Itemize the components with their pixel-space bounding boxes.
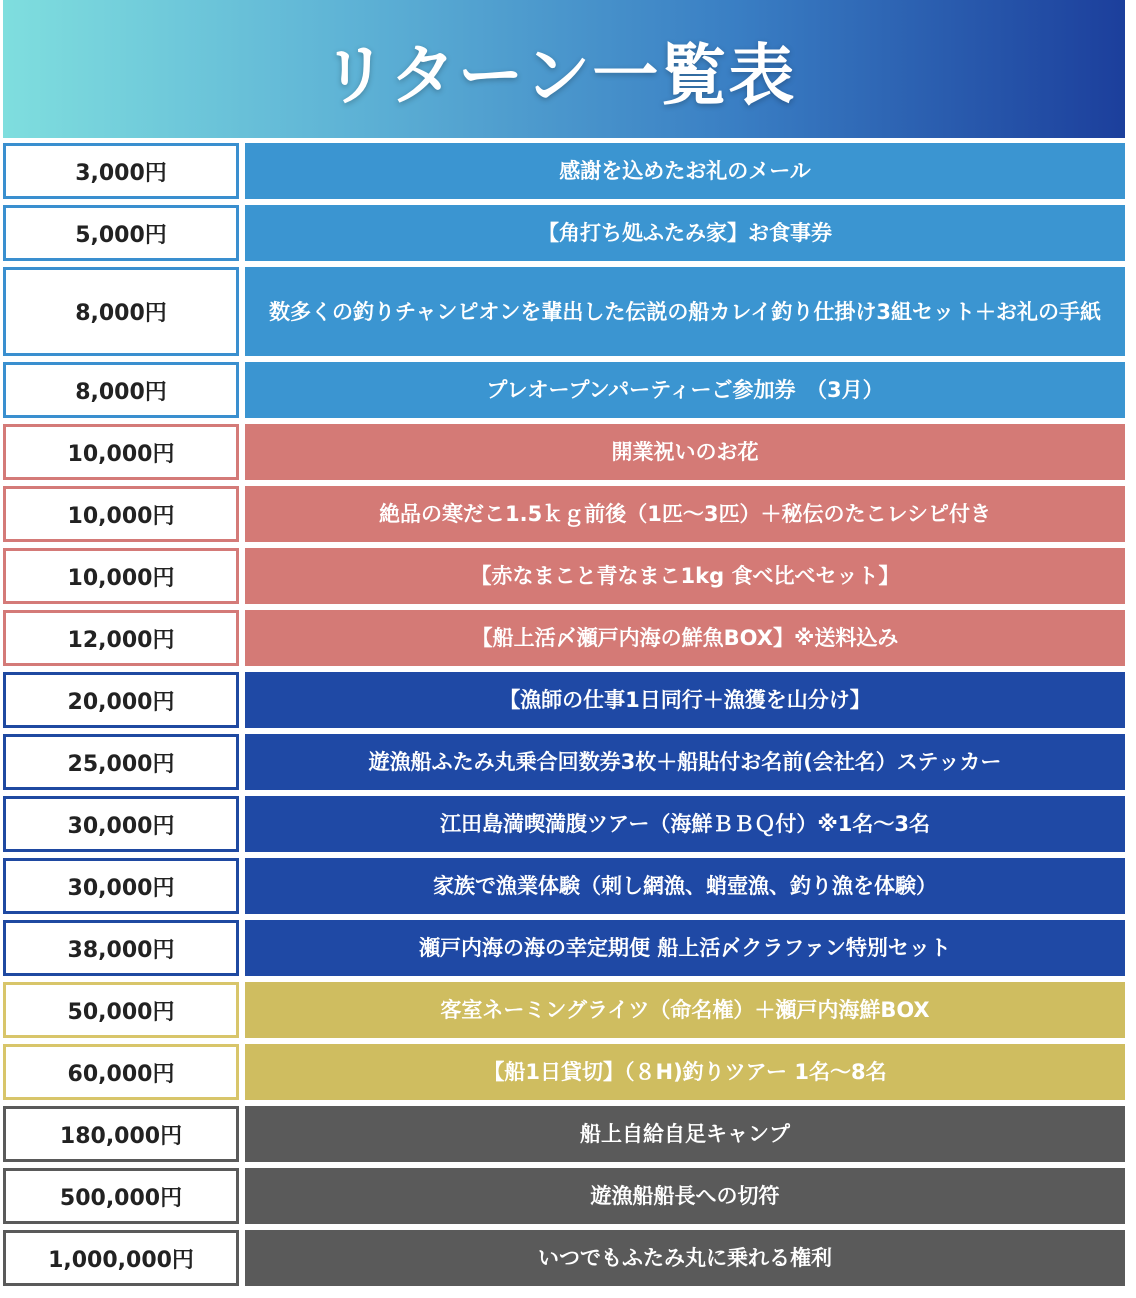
description-cell: 遊漁船ふたみ丸乗合回数券3枚＋船貼付お名前(会社名）ステッカー: [245, 734, 1125, 790]
table-row: [3, 205, 1125, 261]
table-row: [3, 424, 1125, 480]
table-row: [3, 796, 1125, 852]
description-cell: 【船上活〆瀬戸内海の鮮魚BOX】※送料込み: [245, 610, 1125, 666]
table-row: [3, 858, 1125, 914]
description-cell: 【漁師の仕事1日同行＋漁獲を山分け】: [245, 672, 1125, 728]
description-cell: 【赤なまこと青なまこ1kg 食べ比べセット】: [245, 548, 1125, 604]
price-cell: 10,000円: [3, 486, 239, 542]
description-cell: 瀬戸内海の海の幸定期便 船上活〆クラファン特別セット: [245, 920, 1125, 976]
description-cell: 客室ネーミングライツ（命名権）＋瀬戸内海鮮BOX: [245, 982, 1125, 1038]
description-cell: 【角打ち処ふたみ家】お食事券: [245, 205, 1125, 261]
description-cell: いつでもふたみ丸に乗れる権利: [245, 1230, 1125, 1286]
price-cell: 10,000円: [3, 424, 239, 480]
price-cell: 5,000円: [3, 205, 239, 261]
description-cell: 遊漁船船長への切符: [245, 1168, 1125, 1224]
table-row: [3, 1230, 1125, 1286]
table-row: [3, 143, 1125, 199]
description-cell: 数多くの釣りチャンピオンを輩出した伝説の船カレイ釣り仕掛け3組セット＋お礼の手紙: [245, 267, 1125, 356]
table-row: [3, 548, 1125, 604]
table-row: [3, 267, 1125, 356]
price-cell: 10,000円: [3, 548, 239, 604]
table-row: [3, 982, 1125, 1038]
page-title: リターン一覧表: [321, 36, 797, 114]
description-cell: 【船1日貸切】（８H)釣りツアー 1名～8名: [245, 1044, 1125, 1100]
price-cell: 180,000円: [3, 1106, 239, 1162]
price-cell: 38,000円: [3, 920, 239, 976]
header-banner: [3, 0, 1125, 138]
price-cell: 20,000円: [3, 672, 239, 728]
price-cell: 3,000円: [3, 143, 239, 199]
table-row: [3, 486, 1125, 542]
table-row: [3, 920, 1125, 976]
table-row: [3, 1106, 1125, 1162]
table-row: [3, 672, 1125, 728]
description-cell: 感謝を込めたお礼のメール: [245, 143, 1125, 199]
description-cell: 江田島満喫満腹ツアー（海鮮ＢＢＱ付）※1名～3名: [245, 796, 1125, 852]
price-cell: 50,000円: [3, 982, 239, 1038]
price-cell: 8,000円: [3, 362, 239, 418]
price-cell: 25,000円: [3, 734, 239, 790]
description-cell: 家族で漁業体験（刺し網漁、蛸壺漁、釣り漁を体験）: [245, 858, 1125, 914]
table-row: [3, 1044, 1125, 1100]
price-cell: 30,000円: [3, 858, 239, 914]
table-row: [3, 1168, 1125, 1224]
price-cell: 30,000円: [3, 796, 239, 852]
price-cell: 500,000円: [3, 1168, 239, 1224]
return-table: [3, 143, 1125, 1286]
table-row: [3, 734, 1125, 790]
price-cell: 60,000円: [3, 1044, 239, 1100]
table-row: [3, 362, 1125, 418]
price-cell: 12,000円: [3, 610, 239, 666]
description-cell: 絶品の寒だこ1.5ｋｇ前後（1匹～3匹）＋秘伝のたこレシピ付き: [245, 486, 1125, 542]
description-cell: 船上自給自足キャンプ: [245, 1106, 1125, 1162]
description-cell: プレオープンパーティーご参加券 （3月）: [245, 362, 1125, 418]
price-cell: 8,000円: [3, 267, 239, 356]
description-cell: 開業祝いのお花: [245, 424, 1125, 480]
table-row: [3, 610, 1125, 666]
price-cell: 1,000,000円: [3, 1230, 239, 1286]
